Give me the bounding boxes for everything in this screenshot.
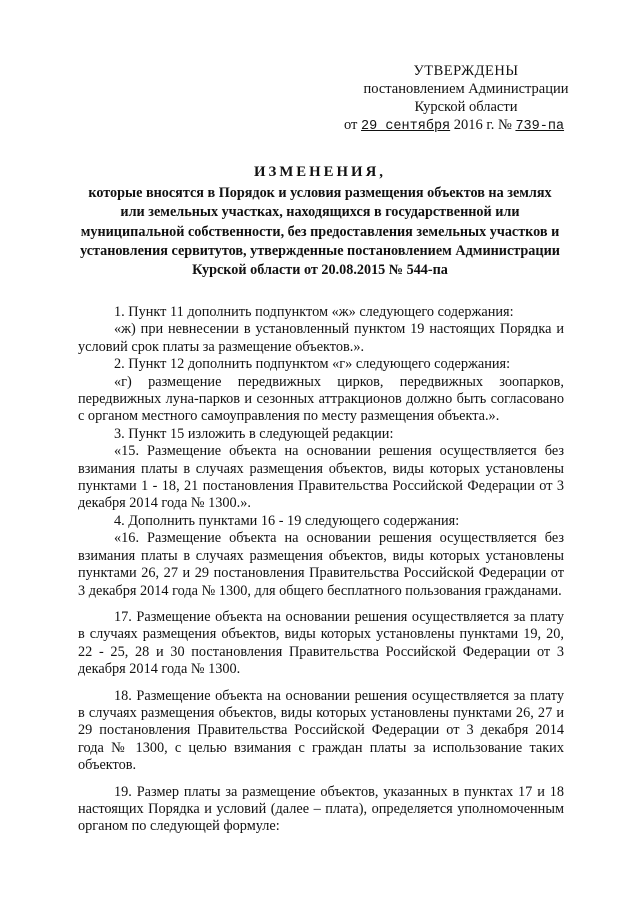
document-subtitle: которые вносятся в Порядок и условия размещения объектов на землях или земельных участках, находящихся в государственной или муниципальной собственности, без предоставления земельных участков и установления сервитутов, утвержденные постановлением Администрации Курской области от 20.08.2015 № 544-па [80, 185, 560, 279]
paragraph-5: 3. Пункт 15 изложить в следующей редакции: [114, 425, 394, 442]
paragraph-4: «г) размещение передвижных цирков, передвижных зоопарков, передвижных луна-парков и сезонных аттракционов должно быть согласовано с органом местного самоуправления по месту размещения объекта.». [78, 373, 564, 425]
document-number: 739-па [515, 119, 565, 134]
paragraph-6: «15. Размещение объекта на основании решения осуществляется без взимания платы в случаях размещения объектов, виды которых установлены пунктами 1 - 18, 21 постановления Правительства Российской Федерации от 3 декабря 2014 года № 1300.». [78, 443, 564, 512]
date-year: 2016 г. № [453, 117, 512, 133]
document-title: ИЗМЕНЕНИЯ, [254, 164, 386, 180]
approval-date-line [336, 116, 596, 136]
approval-title: УТВЕРЖДЕНЫ [413, 63, 519, 79]
paragraph-11: 19. Размер платы за размещение объектов, указанных в пунктах 17 и 18 настоящих Порядка и условий (далее – плата), определяется уполномоченным органом по следующей формуле: [78, 783, 564, 835]
date-prefix: от [344, 117, 358, 133]
paragraph-10: 18. Размещение объекта на основании решения осуществляется за плату в случаях размещения объектов, виды которых установлены пунктами 26, 27 и 29 постановления Правительства Российской Федерации от 3 декабря 2014 года № 1300, с целью взимания с граждан платы за использование таких объектов. [78, 687, 564, 774]
paragraph-7: 4. Дополнить пунктами 16 - 19 следующего содержания: [114, 512, 460, 529]
approval-line-1: постановлением Администрации [363, 81, 569, 97]
document-body [78, 304, 564, 836]
paragraph-1: 1. Пункт 11 дополнить подпунктом «ж» следующего содержания: [114, 304, 514, 320]
paragraph-8: «16. Размещение объекта на основании решения осуществляется без взимания платы в случаях размещения объектов, виды которых установлены пунктами 26, 27 и 29 постановления Правительства Российской Федерации от 3 декабря 2014 года № 1300, для общего бесплатного пользования гражданами. [78, 530, 564, 599]
approval-stamp [336, 62, 596, 136]
paragraph-9: 17. Размещение объекта на основании решения осуществляется за плату в случаях размещения объектов, виды которых установлены пунктами 19, 20, 22 - 25, 28 и 30 постановления Правительства Российской Федерации от 3 декабря 2014 года № 1300. [78, 608, 564, 678]
date-day-month: 29 сентября [361, 119, 451, 134]
approval-line-2: Курской области [414, 99, 518, 115]
paragraph-2: «ж) при невнесении в установленный пунктом 19 настоящих Порядка и условий срок платы за размещение объектов.». [78, 321, 564, 355]
paragraph-3: 2. Пункт 12 дополнить подпунктом «г» следующего содержания: [114, 356, 511, 373]
